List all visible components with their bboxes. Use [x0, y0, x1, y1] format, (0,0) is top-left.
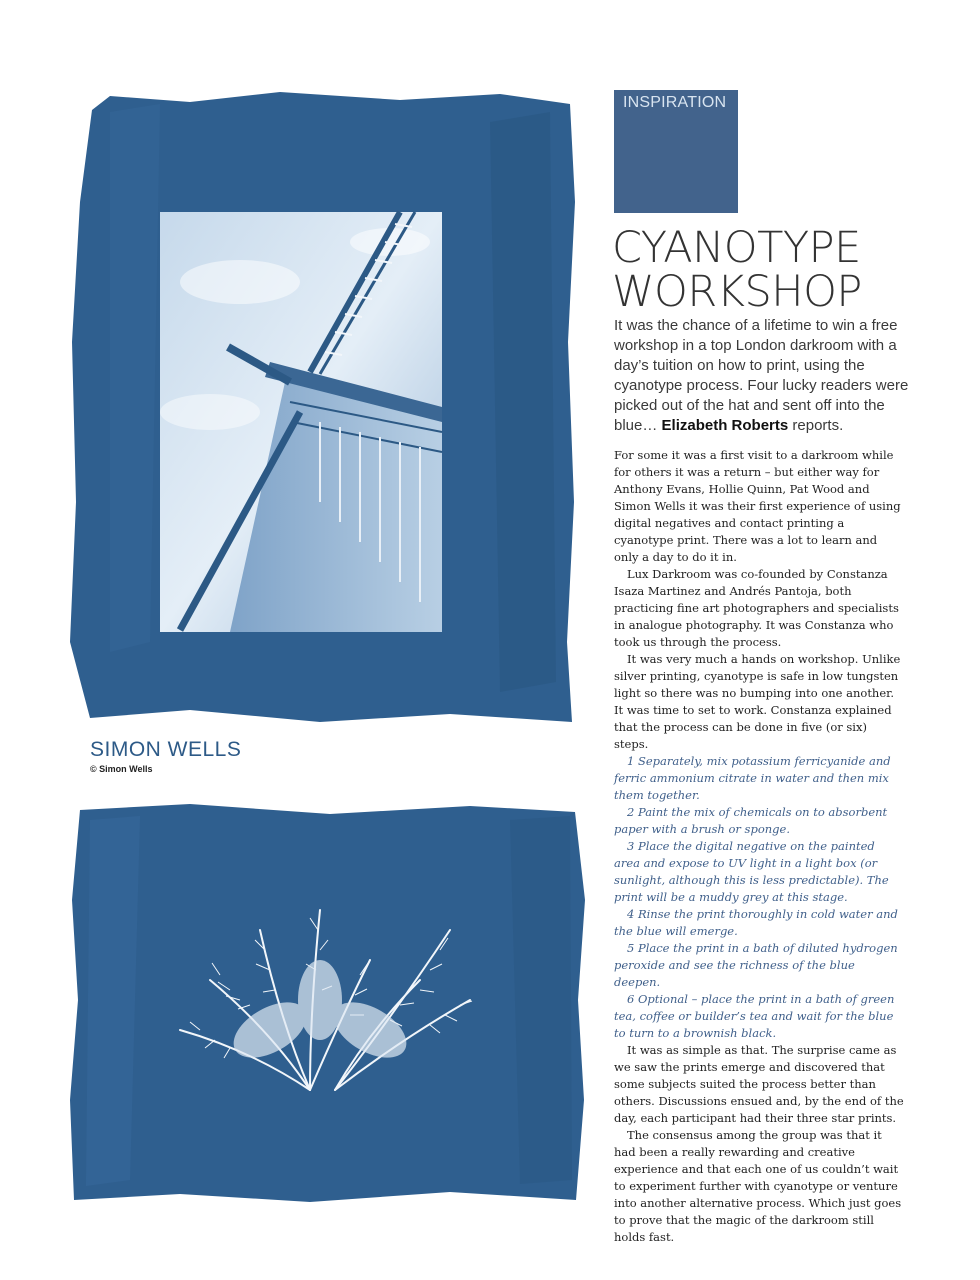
section-tag: INSPIRATION — [623, 94, 727, 111]
title-line-2: WORKSHOP — [612, 267, 862, 317]
body-paragraph: It was very much a hands on workshop. Unlike silver printing, cyanotype is safe in low tungsten light so there was no bumping into one another. It was time to set to work. Constanza explained that the process can be done in five (or six) steps. — [614, 652, 901, 751]
windmill-cyanotype-print — [70, 82, 575, 722]
section-tag-box — [614, 90, 738, 213]
body-paragraph: The consensus among the group was that it had been a really rewarding and creative experience and that each one of us couldn’t wait to experiment further with cyanotype or venture into another alternative process. Which just goes to prove that the magic of the darkroom still holds fast. — [614, 1128, 902, 1244]
process-step: 6 Optional – place the print in a bath of green tea, coffee or builder’s tea and wait for the blue to turn to a brownish black. — [614, 992, 895, 1040]
article-body — [614, 447, 904, 1246]
body-paragraph: It was as simple as that. The surprise came as we saw the prints emerge and discovered that some subjects suited the process better than others. Discussions ensued and, by the end of the day, each participant had their three star prints. — [614, 1043, 904, 1125]
body-paragraph: For some it was a first visit to a darkroom while for others it was a return – but either way for Anthony Evans, Hollie Quinn, Pat Wood and Simon Wells it was their first experience of using digital negatives and contact printing a cyanotype print. There was a lot to learn and only a day to do it in. — [614, 448, 901, 564]
standfirst-text: It was the chance of a lifetime to win a free workshop in a top London darkroom with a day’s tuition on how to print, using the cyanotype process. Four lucky readers were picked out of the hat and sent off into the blue… — [614, 317, 909, 434]
body-paragraph: Lux Darkroom was co-founded by Constanza Isaza Martinez and Andrés Pantoja, both practicing fine art photographers and specialists in analogue photography. It was Constanza who took us through the process. — [614, 567, 899, 649]
process-step: 1 Separately, mix potassium ferricyanide and ferric ammonium citrate in water and then mix them together. — [614, 754, 891, 802]
title-line-1: CYANOTYPE — [612, 223, 861, 273]
author-name: Elizabeth Roberts — [661, 417, 789, 434]
standfirst — [614, 316, 914, 436]
process-step: 5 Place the print in a bath of diluted hydrogen peroxide and see the richness of the blue deepen. — [614, 941, 898, 989]
process-step: 2 Paint the mix of chemicals on to absorbent paper with a brush or sponge. — [614, 805, 888, 836]
process-step: 4 Rinse the print thoroughly in cold water and the blue will emerge. — [614, 907, 898, 938]
photographer-name: SIMON WELLS — [90, 738, 242, 761]
leaves-cyanotype-print — [70, 800, 585, 1205]
process-step: 3 Place the digital negative on the painted area and expose to UV light in a light box (or sunlight, although this is less predictable). The print will be a muddy grey at this stage. — [614, 839, 889, 904]
article-title — [612, 223, 862, 317]
standfirst-suffix: reports. — [788, 417, 844, 434]
photo-credit: © Simon Wells — [90, 764, 153, 774]
photo-caption — [90, 738, 241, 775]
